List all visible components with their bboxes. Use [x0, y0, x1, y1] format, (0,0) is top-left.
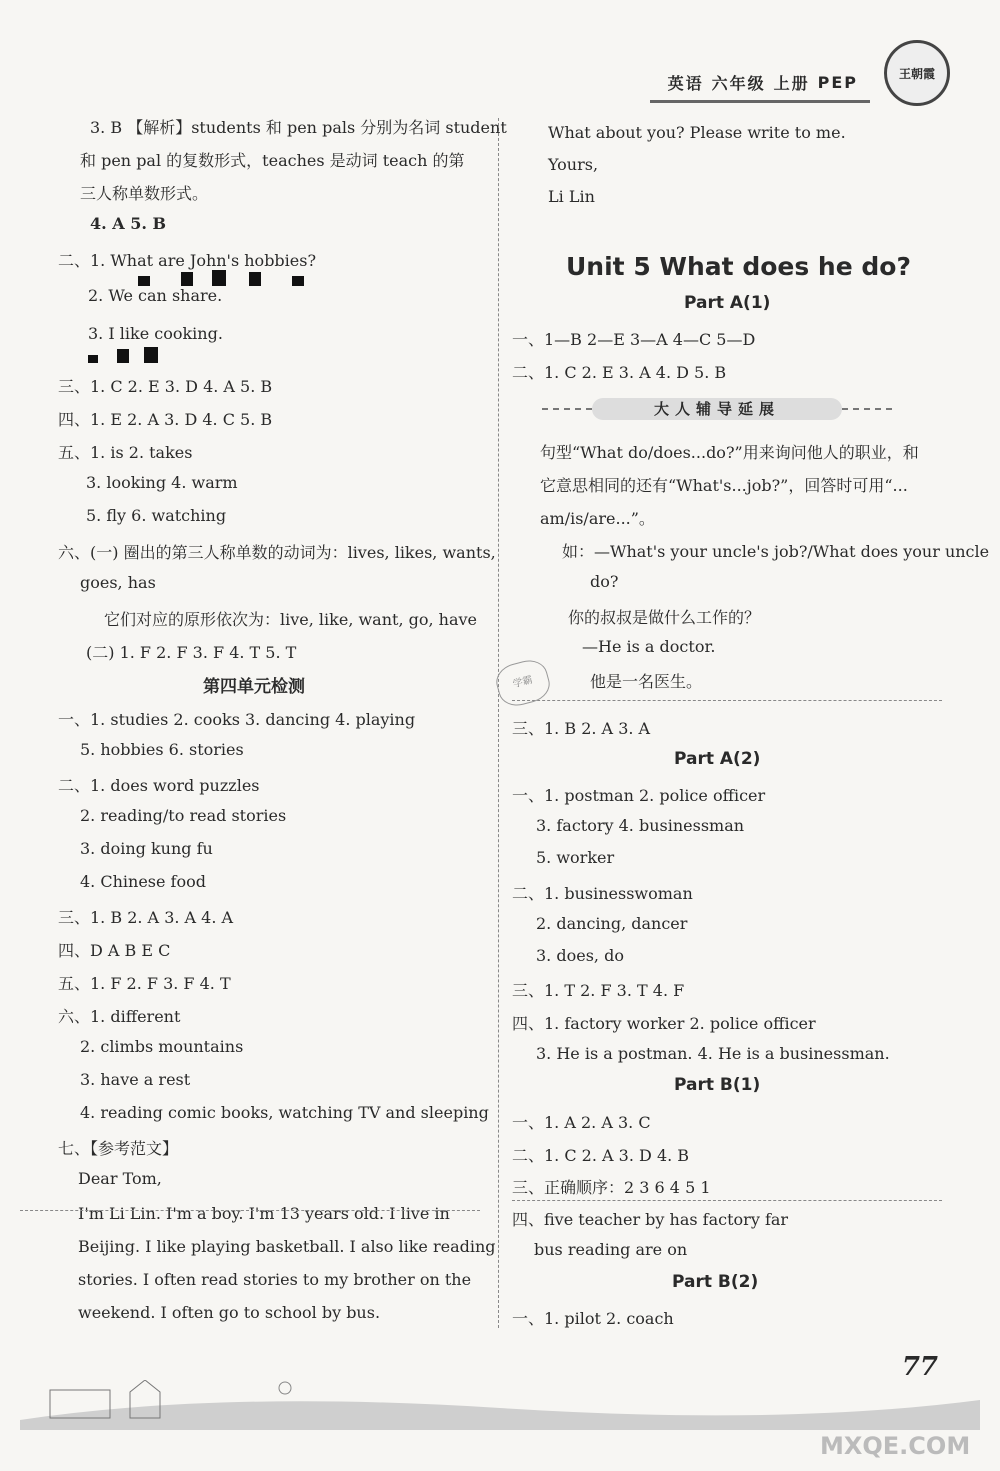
part-title: Part A(1) [684, 293, 771, 313]
answer-line: 3. does, do [536, 946, 624, 965]
answer-line: 2. reading/to read stories [80, 806, 287, 825]
extension-text: 句型“What do/does...do?”用来询问他人的职业，和 [540, 443, 919, 462]
extension-banner [512, 398, 942, 420]
answer-line: 一、1. studies 2. cooks 3. dancing 4. playing [58, 710, 416, 729]
answer-line: 七、【参考范文】 [58, 1139, 179, 1158]
answer-line: 四、1. E 2. A 3. D 4. C 5. B [58, 410, 273, 429]
letter-line: Dear Tom, [78, 1169, 162, 1188]
answer-line: 六、(一) 圈出的第三人称单数的动词为：lives, likes, wants, [58, 543, 496, 562]
dashed-separator [512, 1200, 942, 1201]
dashed-separator [20, 1210, 480, 1211]
header-grade: 六年级 [711, 73, 766, 93]
letter-line: I'm Li Lin. I'm a boy. I'm 13 years old. I live in [78, 1204, 450, 1223]
header-rule [650, 100, 870, 103]
answer-line: (二) 1. F 2. F 3. F 4. T 5. T [86, 643, 297, 662]
answer-line: 二、1. does word puzzles [58, 776, 260, 795]
header-subject: 英语 [667, 73, 704, 93]
letter-line: What about you? Please write to me. [548, 123, 846, 142]
answer-line: 它们对应的原形依次为：live, like, want, go, have [104, 610, 478, 629]
answer-line: 3. looking 4. warm [86, 473, 238, 492]
extension-text: 如：—What's your uncle's job?/What does your uncle [562, 542, 990, 561]
extension-text: 它意思相同的还有“What's...job?”，回答时可用“... [540, 476, 908, 495]
answer-line: 和 pen pal 的复数形式，teaches 是动词 teach 的第 [80, 151, 465, 170]
extension-text: —He is a doctor. [582, 637, 716, 656]
answer-line: 四、D A B E C [58, 941, 171, 960]
answer-line: 二、1. C 2. A 3. D 4. B [512, 1146, 690, 1165]
answer-line: 二、1. C 2. E 3. A 4. D 5. B [512, 363, 727, 382]
brand-logo [884, 40, 950, 106]
answer-line: 3. have a rest [80, 1070, 191, 1089]
answer-line: 三、正确顺序：2 3 6 4 5 1 [512, 1178, 711, 1197]
unit-title: Unit 5 What does he do? [566, 252, 911, 281]
answer-line: 5. hobbies 6. stories [80, 740, 244, 759]
extension-text: 他是一名医生。 [590, 672, 703, 691]
letter-line: weekend. I often go to school by bus. [78, 1303, 381, 1322]
answer-line: 二、1. What are John's hobbies? [58, 251, 317, 270]
answer-line: 三、1. B 2. A 3. A 4. A [58, 908, 234, 927]
watermark: MXQE.COM [820, 1432, 971, 1460]
part-title: Part B(1) [674, 1075, 761, 1095]
answer-line: 三人称单数形式。 [80, 184, 209, 203]
extension-text: 你的叔叔是做什么工作的？ [568, 608, 761, 627]
extension-text: do? [590, 572, 619, 591]
answer-line: 四、1. factory worker 2. police officer [512, 1014, 816, 1033]
letter-line: Li Lin [548, 187, 595, 206]
answer-line: 二、1. businesswoman [512, 884, 693, 903]
answer-line: 2. climbs mountains [80, 1037, 244, 1056]
answer-line: 一、1—B 2—E 3—A 4—C 5—D [512, 330, 756, 349]
part-title: Part A(2) [674, 749, 761, 769]
stamp-icon: 学霸 [492, 656, 553, 710]
answer-line: 五、1. F 2. F 3. F 4. T [58, 974, 231, 993]
letter-line: Beijing. I like playing basketball. I also like reading [78, 1237, 496, 1256]
answer-line: 3. He is a postman. 4. He is a businessman. [536, 1044, 890, 1063]
section-title: 第四单元检测 [203, 677, 305, 697]
footer-decoration [20, 1380, 980, 1430]
column-divider [498, 118, 499, 1328]
answer-line: 3. B 【解析】students 和 pen pals 分别为名词 student [90, 118, 507, 137]
header-edition: PEP [817, 72, 858, 92]
answer-line: goes, has [80, 573, 156, 592]
answer-line: 一、1. A 2. A 3. C [512, 1113, 651, 1132]
answer-line: 三、1. B 2. A 3. A [512, 719, 651, 738]
letter-line: stories. I often read stories to my brother on the [78, 1270, 472, 1289]
answer-line: 三、1. C 2. E 3. D 4. A 5. B [58, 377, 273, 396]
answer-line: 3. I like cooking. [88, 324, 223, 343]
answer-line: 4. Chinese food [80, 872, 206, 891]
answer-line: 六、1. different [58, 1007, 181, 1026]
answer-line: 3. factory 4. businessman [536, 816, 745, 835]
answer-line: 2. dancing, dancer [536, 914, 688, 933]
part-title: Part B(2) [672, 1272, 759, 1292]
answer-line: 2. We can share. [88, 286, 223, 305]
answer-line: 四、five teacher by has factory far [512, 1210, 789, 1229]
answer-line: 一、1. postman 2. police officer [512, 786, 766, 805]
answer-line: bus reading are on [534, 1240, 688, 1259]
answer-line: 五、1. is 2. takes [58, 443, 193, 462]
extension-title: 大人辅导延展 [592, 398, 842, 420]
answer-line: 一、1. pilot 2. coach [512, 1309, 674, 1328]
answer-line: 4. A 5. B [90, 214, 167, 233]
answer-line: 5. fly 6. watching [86, 506, 227, 525]
answer-line: 3. doing kung fu [80, 839, 213, 858]
header-term: 上册 [773, 73, 810, 93]
answer-line: 5. worker [536, 848, 615, 867]
answer-line: 三、1. T 2. F 3. T 4. F [512, 981, 685, 1000]
extension-text: am/is/are...”。 [540, 509, 655, 528]
brand-logo-text: 王朝霞 [898, 66, 935, 81]
dashed-separator [512, 700, 942, 701]
answer-line: 4. reading comic books, watching TV and sleeping [80, 1103, 489, 1122]
page-number: 77 [901, 1352, 938, 1382]
letter-line: Yours, [548, 155, 599, 174]
redaction-marks [88, 347, 158, 367]
